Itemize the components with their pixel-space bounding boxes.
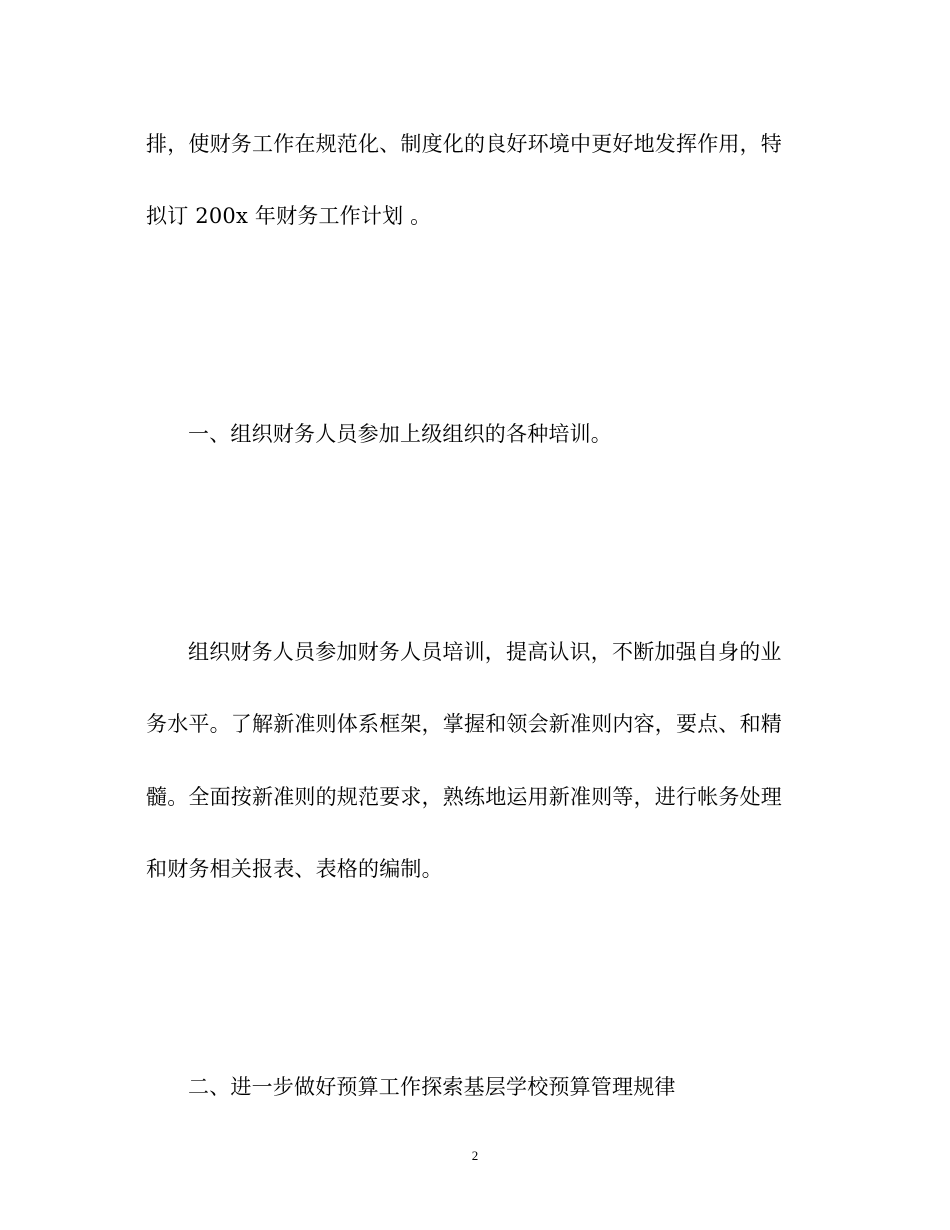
paragraph-line: 组织财务人员参加财务人员培训，提高认识，不断加强自身的业 — [188, 640, 782, 664]
paragraph-line: 务水平。了解新准则体系框架，掌握和领会新准则内容，要点、和精 — [146, 712, 782, 736]
section-heading-1: 一、组织财务人员参加上级组织的各种培训。 — [188, 422, 612, 446]
paragraph-line: 拟订 200x 年财务工作计划 。 — [146, 204, 432, 228]
page-number: 2 — [471, 1148, 479, 1163]
section-heading-2: 二、进一步做好预算工作探索基层学校预算管理规律 — [188, 1075, 676, 1099]
paragraph-line: 髓。全面按新准则的规范要求，熟练地运用新准则等，进行帐务处理 — [146, 785, 782, 809]
paragraph-line: 排，使财务工作在规范化、制度化的良好环境中更好地发挥作用，特 — [146, 132, 782, 156]
paragraph-line: 和财务相关报表、表格的编制。 — [146, 857, 443, 881]
